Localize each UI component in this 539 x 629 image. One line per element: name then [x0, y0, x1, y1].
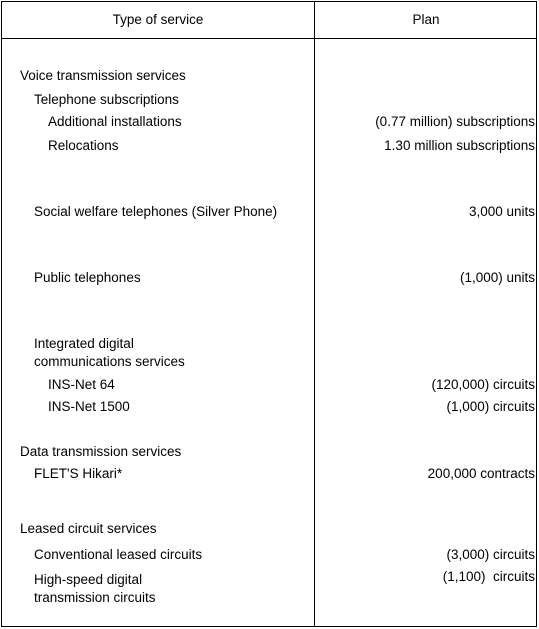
item-flets-hikari: FLET'S Hikari* — [34, 466, 123, 481]
item-conventional-leased-circuits: Conventional leased circuits — [34, 547, 203, 562]
subcategory-communications-services: communications services — [34, 354, 185, 369]
item-public-telephones: Public telephones — [34, 270, 141, 285]
header-plan: Plan — [412, 12, 440, 27]
category-voice-transmission: Voice transmission services — [20, 68, 186, 83]
item-relocations: Relocations — [48, 138, 119, 153]
category-data-transmission: Data transmission services — [20, 444, 182, 459]
item-ins-net-1500: INS-Net 1500 — [48, 399, 130, 414]
plan-relocations: 1.30 million subscriptions — [384, 138, 535, 153]
plan-social-welfare-telephones: 3,000 units — [468, 204, 535, 219]
plan-ins-net-1500: (1,000) circuits — [446, 399, 535, 414]
subcategory-integrated-digital: Integrated digital — [34, 336, 134, 351]
item-transmission-circuits: transmission circuits — [34, 590, 156, 605]
plan-ins-net-64: (120,000) circuits — [431, 377, 535, 392]
plan-additional-installations: (0.77 million) subscriptions — [375, 114, 535, 129]
subcategory-telephone-subscriptions: Telephone subscriptions — [34, 92, 179, 107]
column-divider — [314, 2, 315, 626]
plan-public-telephones: (1,000) units — [459, 270, 535, 285]
plan-flets-hikari: 200,000 contracts — [427, 466, 535, 481]
item-additional-installations: Additional installations — [48, 114, 182, 129]
plan-high-speed-digital: (1,100) circuits — [442, 569, 535, 584]
item-high-speed-digital: High-speed digital — [34, 572, 143, 587]
plan-conventional-leased-circuits: (3,000) circuits — [446, 547, 535, 562]
header-divider — [2, 38, 536, 39]
service-plan-table — [1, 1, 537, 627]
category-leased-circuit: Leased circuit services — [20, 521, 157, 536]
header-type-of-service: Type of service — [112, 12, 204, 27]
item-social-welfare-telephones: Social welfare telephones (Silver Phone) — [34, 204, 278, 219]
item-ins-net-64: INS-Net 64 — [48, 377, 115, 392]
